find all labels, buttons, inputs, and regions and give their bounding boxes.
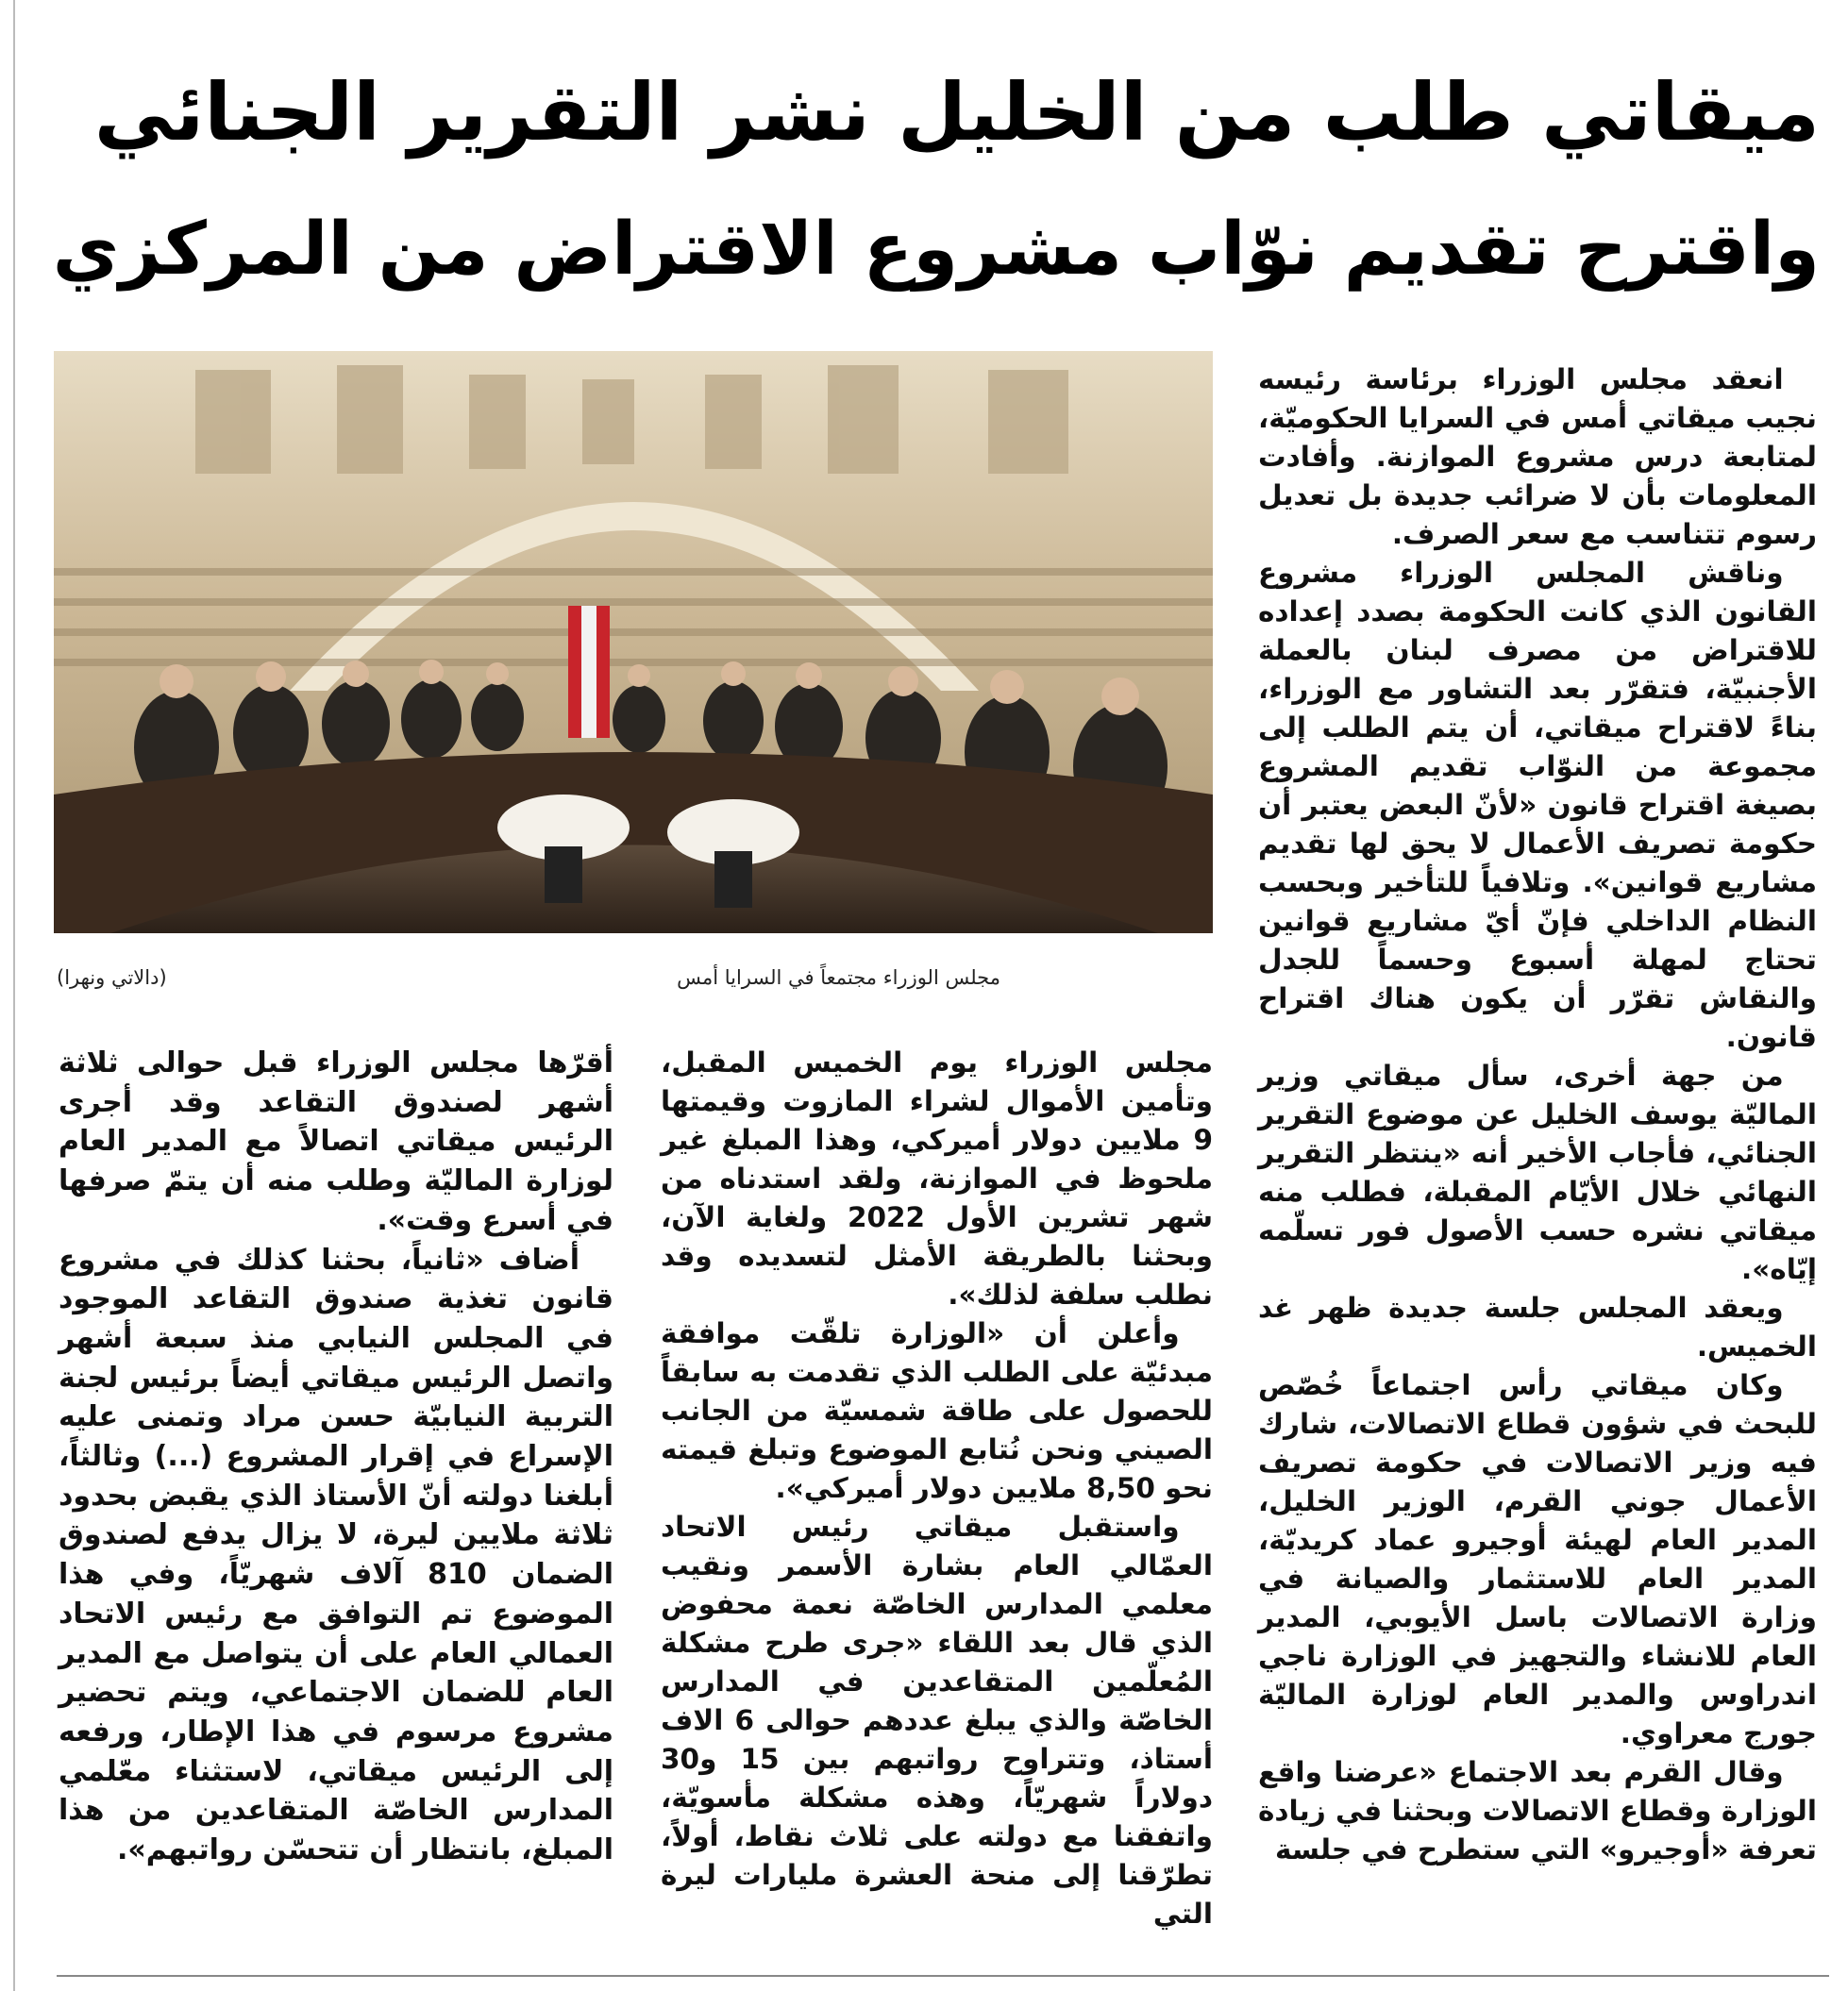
cabinet-meeting-photo <box>54 351 1213 933</box>
paragraph: وقال القرم بعد الاجتماع «عرضنا واقع الوزارة وقطاع الاتصالات وبحثنا في زيادة تعرفة «أوجيرو» التي ستطرح في جلسة <box>1258 1756 1817 1866</box>
photo-illustration <box>54 351 1213 933</box>
paragraph: واستقبل ميقاتي رئيس الاتحاد العمّالي العام بشارة الأسمر ونقيب معلمي المدارس الخاصّة نعمة محفوض الذي قال بعد اللقاء «جرى طرح مشكلة المُعلّمين المتقاعدين في المدارس الخاصّة والذي يبلغ عددهم حوالى 6 الاف أستاذ، وتتراوح رواتبهم بين 15 و30 دولاراً شهريّاً، وهذه مشكلة مأسويّة، واتفقنا مع دولته على ثلاث نقاط، أولاً، تطرّقنا إلى منحة العشرة مليارات ليرة التي <box>661 1511 1214 1930</box>
paragraph: ويعقد المجلس جلسة جديدة ظهر غد الخميس. <box>1258 1292 1817 1363</box>
photo-credit: (دالاتي ونهرا) <box>57 966 167 989</box>
headline-line-1: ميقاتي طلب من الخليل نشر التقرير الجنائي <box>93 66 1820 159</box>
paragraph: وناقش المجلس الوزراء مشروع القانون الذي كانت الحكومة بصدد إعداده للاقتراض من مصرف لبنان بالعملة الأجنبيّة، فتقرّر بعد التشاور مع الوزراء، بناءً لاقتراح ميقاتي، أن يتم الطلب إلى مجموعة من النوّاب تقديم المشروع بصيغة اقتراح قانون «لأنّ البعض يعتبر أن حكومة تصريف الأعمال لا يحق لها تقديم مشاريع قوانين». وتلافياً للتأخير وبحسب النظام الداخلي فإنّ أيّ مشاريع قوانين تحتاج لمهلة أسبوع وحسماً للجدل والنقاش تقرّر أن يكون هناك اقتراح قانون. <box>1258 557 1817 1053</box>
article-column-right <box>1258 360 1817 1965</box>
article-column-left <box>59 1044 613 1968</box>
paragraph: وأعلن أن «الوزارة تلقّت موافقة مبدئيّة على الطلب الذي تقدمت به سابقاً للحصول على طاقة شمسيّة من الجانب الصيني ونحن نُتابع الموضوع وتبلغ قيمته نحو 8,50 ملايين دولار أميركي». <box>661 1317 1213 1504</box>
paragraph: من جهة أخرى، سأل ميقاتي وزير الماليّة يوسف الخليل عن موضوع التقرير الجنائي، فأجاب الأخير أنه «ينتظر التقرير النهائي خلال الأيّام المقبلة، فطلب منه ميقاتي نشره حسب الأصول فور تسلّمه إيّاه». <box>1258 1060 1817 1285</box>
paragraph: وكان ميقاتي رأس اجتماعاً خُصّص للبحث في شؤون قطاع الاتصالات، شارك فيه وزير الاتصالات في حكومة تصريف الأعمال جوني القرم، الوزير الخليل، المدير العام لهيئة أوجيرو عماد كريديّة، المدير العام للاستثمار والصيانة في وزارة الاتصالات باسل الأيوبي، المدير العام للانشاء والتجهيز في الوزارة ناجي اندراوس والمدير العام لوزارة الماليّة جورج معراوي. <box>1258 1369 1817 1749</box>
page-edge-rule <box>13 0 15 1991</box>
article-column-middle <box>661 1044 1213 1968</box>
bottom-rule <box>57 1975 1829 1977</box>
photo-caption: مجلس الوزراء مجتمعاً في السرايا أمس <box>677 966 1000 989</box>
paragraph: أضاف «ثانياً، بحثنا كذلك في مشروع قانون تغذية صندوق التقاعد الموجود في المجلس النيابي منذ سبعة أشهر واتصل الرئيس ميقاتي أيضاً برئيس لجنة التربية النيابيّة حسن مراد وتمنى عليه الإسراع في إقرار المشروع (...) وثالثاً، أبلغنا دولته أنّ الأستاذ الذي يقبض بحدود ثلاثة ملايين ليرة، لا يزال يدفع لصندوق الضمان 810 آلاف شهريّاً، وفي هذا الموضوع تم التوافق مع رئيس الاتحاد العمالي العام على أن يتواصل مع المدير العام للضمان الاجتماعي، ويتم تحضير مشروع مرسوم في هذا الإطار، ورفعه إلى الرئيس ميقاتي، لاستثناء معّلمي المدارس الخاصّة المتقاعدين من هذا المبلغ، بانتظار أن تتحسّن رواتبهم». <box>59 1243 613 1867</box>
paragraph: انعقد مجلس الوزراء برئاسة رئيسه نجيب ميقاتي أمس في السرايا الحكوميّة، لمتابعة درس مشروع الموازنة. وأفادت المعلومات بأن لا ضرائب جديدة بل تعديل رسوم تتناسب مع سعر الصرف. <box>1258 363 1817 550</box>
paragraph: أقرّها مجلس الوزراء قبل حوالى ثلاثة أشهر لصندوق التقاعد وقد أجرى الرئيس ميقاتي اتصالاً مع المدير العام لوزارة الماليّة وطلب منه أن يتمّ صرفها في أسرع وقت». <box>59 1046 613 1237</box>
headline-line-2: واقترح تقديم نوّاب مشروع الاقتراض من المركزي <box>52 208 1820 292</box>
paragraph: مجلس الوزراء يوم الخميس المقبل، وتأمين الأموال لشراء المازوت وقيمتها 9 ملايين دولار أميركي، وهذا المبلغ غير ملحوظ في الموازنة، ولقد استدناه من شهر تشرين الأول 2022 ولغاية الآن، وبحثنا بالطريقة الأمثل لتسديده وقد نطلب سلفة لذلك». <box>661 1046 1213 1311</box>
